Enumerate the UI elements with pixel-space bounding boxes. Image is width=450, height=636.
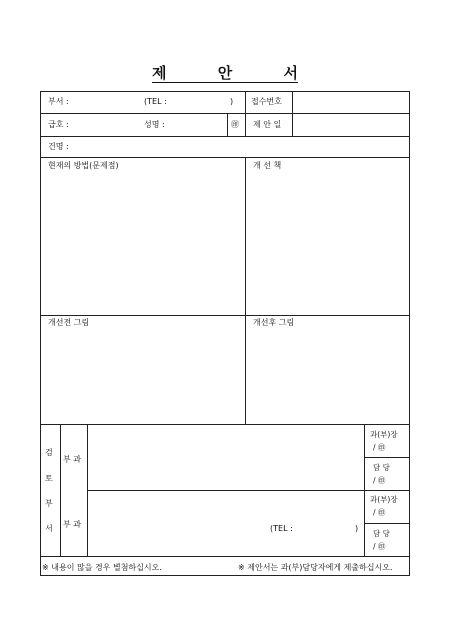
tel-close: ) [230,97,234,106]
receipt-number-label: 접수번호 [251,97,282,106]
row-divider [364,523,410,524]
review-char: 서 [45,524,53,533]
improvement-heading: 개 선 책 [253,161,282,170]
grade-label: 급호 : [48,120,69,129]
row-divider [40,113,410,114]
review-tel-close: ) [355,524,359,533]
current-method-heading: 현재의 방법(문제점) [48,161,119,170]
row-divider [40,424,410,425]
staff-label: 담 당 [373,463,390,472]
subject-label: 건명 : [48,142,69,151]
manager-label: 과(부)장 [370,430,398,439]
row-divider [40,315,410,316]
col-divider [292,91,293,136]
col-divider [245,91,246,136]
manager-label: 과(부)장 [370,495,398,504]
col-divider [245,157,246,424]
manager-seal: / ㊞ [373,443,386,452]
manager-seal: / ㊞ [373,508,386,517]
dept1-label: 부 과 [63,455,81,464]
staff-seal: / ㊞ [373,542,386,551]
footer-note-right: ※ 제안서는 과(부)담당자에게 제출하십시오. [238,563,393,572]
review-char: 부 [45,499,53,508]
tel-label: (TEL : [144,97,167,106]
after-drawing-heading: 개선후 그림 [253,318,295,327]
department-label: 부서 : [48,97,69,106]
dept2-label: 부 과 [63,520,81,529]
staff-label: 담 당 [373,529,390,538]
footer-note-left: ※ 내용이 많을 경우 별첨하십시오. [42,563,162,572]
row-divider [87,490,410,491]
staff-seal: / ㊞ [373,476,386,485]
proposal-date-label: 제 안 일 [253,120,282,129]
row-divider [40,136,410,137]
review-tel-label: (TEL : [270,524,293,533]
row-divider [40,556,410,557]
col-divider [364,424,365,556]
row-divider [40,157,410,158]
review-char: 검 [45,448,53,457]
document-title: 제 안 서 [152,64,298,82]
col-divider [60,424,61,556]
before-drawing-heading: 개선전 그림 [48,318,90,327]
col-divider [87,424,88,556]
row-divider [364,457,410,458]
name-label: 성명 : [144,120,165,129]
col-divider [227,113,228,136]
seal-mark: ㊞ [231,120,239,129]
review-char: 토 [45,474,53,483]
